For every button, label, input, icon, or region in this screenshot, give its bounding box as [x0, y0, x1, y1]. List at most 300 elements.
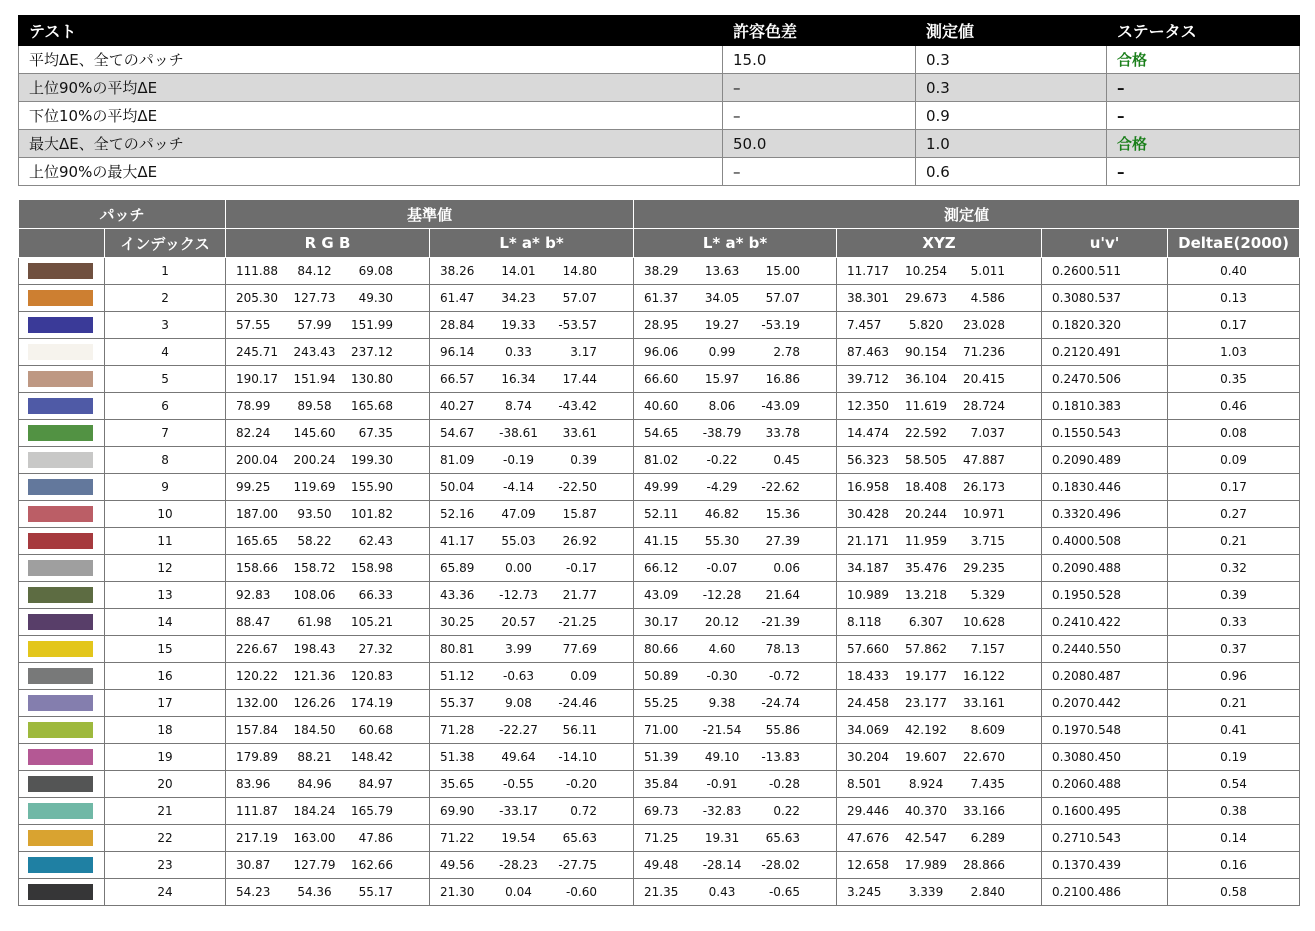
rgb-reference-value: 198.43 [293, 642, 336, 656]
lab-measured-value: 4.60 [708, 642, 736, 656]
lab-measured-value: -0.22 [706, 453, 738, 467]
lab-measured [634, 312, 837, 339]
patch-swatch-cell [19, 555, 105, 582]
xyz-measured-value: 58.505 [905, 453, 948, 467]
patch-row [19, 420, 1300, 447]
xyz-measured-values [837, 318, 1041, 332]
uv-measured [1042, 258, 1168, 285]
lab-reference-value: 0.33 [505, 345, 532, 359]
color-swatch [28, 803, 93, 819]
color-swatch [28, 344, 93, 360]
rgb-reference-value: 126.26 [293, 696, 336, 710]
xyz-measured-value: 90.154 [905, 345, 948, 359]
uv-measured-value: 0.182 [1052, 318, 1087, 332]
patch-swatch-cell [19, 258, 105, 285]
lab-measured-value: -28.02 [761, 858, 801, 872]
delta-e: 0.96 [1168, 663, 1300, 690]
xyz-measured-value: 30.204 [847, 750, 890, 764]
lab-reference-value: -24.46 [558, 696, 598, 710]
lab-measured-value: 81.02 [644, 453, 679, 467]
rgb-reference-value: 101.82 [351, 507, 394, 521]
xyz-measured-values [837, 561, 1041, 575]
patch-swatch-cell [19, 879, 105, 906]
lab-measured-value: -12.28 [702, 588, 742, 602]
uv-measured-values [1042, 291, 1167, 305]
xyz-measured-value: 30.428 [847, 507, 890, 521]
lab-measured [634, 285, 837, 312]
lab-measured-value: -0.30 [706, 669, 738, 683]
uv-measured [1042, 312, 1168, 339]
rgb-reference-value: 78.99 [236, 399, 271, 413]
lab-measured-values [634, 642, 836, 656]
xyz-measured-value: 18.408 [905, 480, 948, 494]
lab-measured [634, 420, 837, 447]
rgb-reference-value: 30.87 [236, 858, 271, 872]
lab-reference [430, 663, 634, 690]
rgb-reference-value: 237.12 [351, 345, 394, 359]
xyz-measured-value: 24.458 [847, 696, 890, 710]
uv-measured [1042, 420, 1168, 447]
lab-reference [430, 798, 634, 825]
xyz-measured [837, 393, 1042, 420]
patch-table [18, 199, 1300, 906]
rgb-reference-value: 132.00 [236, 696, 279, 710]
delta-e: 0.38 [1168, 798, 1300, 825]
delta-e: 0.17 [1168, 474, 1300, 501]
lab-measured-value: 40.60 [644, 399, 679, 413]
rgb-reference-values [226, 669, 429, 683]
patch-row [19, 474, 1300, 501]
lab-measured-value: 2.78 [773, 345, 801, 359]
lab-reference-value: 19.33 [501, 318, 536, 332]
lab-measured-value: 8.06 [708, 399, 736, 413]
lab-measured-value: -22.62 [761, 480, 801, 494]
xyz-measured-values [837, 831, 1041, 845]
summary-tolerance: – [723, 74, 916, 102]
lab-measured-value: 35.84 [644, 777, 679, 791]
lab-measured [634, 366, 837, 393]
rgb-reference-values [226, 534, 429, 548]
xyz-measured-value: 36.104 [905, 372, 948, 386]
lab-reference-values [430, 399, 633, 413]
uv-measured [1042, 609, 1168, 636]
color-swatch [28, 398, 93, 414]
lab-reference-value: -53.57 [558, 318, 598, 332]
lab-measured-value: 57.07 [765, 291, 801, 305]
lab-reference-value: 17.44 [562, 372, 598, 386]
summary-row [19, 130, 1300, 158]
lab-reference-value: 35.65 [440, 777, 475, 791]
uv-measured-value: 0.550 [1086, 642, 1122, 656]
lab-measured-value: 66.60 [644, 372, 679, 386]
uv-measured [1042, 771, 1168, 798]
patch-index: 4 [105, 339, 226, 366]
delta-e: 0.54 [1168, 771, 1300, 798]
lab-measured-value: 49.10 [704, 750, 740, 764]
rgb-reference-values [226, 696, 429, 710]
delta-e: 0.58 [1168, 879, 1300, 906]
rgb-reference-value: 57.99 [297, 318, 332, 332]
uv-measured-values [1042, 642, 1167, 656]
lab-reference [430, 825, 634, 852]
patch-index: 18 [105, 717, 226, 744]
uv-measured-value: 0.308 [1052, 750, 1087, 764]
uv-measured-value: 0.320 [1086, 318, 1122, 332]
uv-measured [1042, 366, 1168, 393]
lab-reference-values [430, 291, 633, 305]
summary-row [19, 102, 1300, 130]
xyz-measured-values [837, 399, 1041, 413]
lab-measured-values [634, 885, 836, 899]
color-swatch [28, 695, 93, 711]
rgb-reference-value: 148.42 [351, 750, 394, 764]
lab-measured-value: 71.00 [644, 723, 679, 737]
lab-measured [634, 609, 837, 636]
rgb-reference-value: 184.24 [293, 804, 336, 818]
xyz-measured-value: 11.717 [847, 264, 890, 278]
rgb-reference-value: 165.65 [236, 534, 279, 548]
color-swatch [28, 749, 93, 765]
patch-row [19, 609, 1300, 636]
rgb-reference-value: 120.83 [351, 669, 394, 683]
rgb-reference-value: 111.88 [236, 264, 279, 278]
uv-measured-values [1042, 318, 1167, 332]
delta-e: 0.27 [1168, 501, 1300, 528]
color-swatch [28, 560, 93, 576]
xyz-measured-value: 3.339 [908, 885, 944, 899]
rgb-reference-values [226, 858, 429, 872]
lab-measured-value: -43.09 [761, 399, 801, 413]
lab-measured-value: 28.95 [644, 318, 679, 332]
lab-measured-value: 80.66 [644, 642, 679, 656]
lab-reference-values [430, 723, 633, 737]
lab-measured-value: 9.38 [708, 696, 736, 710]
lab-reference-value: 8.74 [505, 399, 532, 413]
lab-reference [430, 852, 634, 879]
delta-e: 0.41 [1168, 717, 1300, 744]
patch-index: 10 [105, 501, 226, 528]
patch-row [19, 771, 1300, 798]
uv-measured-values [1042, 453, 1167, 467]
lab-measured-value: 49.48 [644, 858, 679, 872]
xyz-measured-value: 18.433 [847, 669, 890, 683]
lab-reference-value: -4.14 [502, 480, 535, 494]
lab-reference-value: 65.89 [440, 561, 475, 575]
lab-reference-value: -22.27 [499, 723, 538, 737]
patch-row [19, 690, 1300, 717]
lab-reference-values [430, 453, 633, 467]
patch-index: 3 [105, 312, 226, 339]
xyz-measured-value: 7.457 [847, 318, 882, 332]
rgb-reference-value: 157.84 [236, 723, 279, 737]
xyz-measured-value: 10.989 [847, 588, 890, 602]
uv-measured-values [1042, 777, 1167, 791]
color-swatch [28, 587, 93, 603]
xyz-measured-value: 33.161 [963, 696, 1006, 710]
lab-reference-value: 55.37 [440, 696, 475, 710]
group-header-reference: 基準値 [226, 200, 634, 229]
lab-reference-values [430, 777, 633, 791]
rgb-reference-values [226, 264, 429, 278]
summary-measured: 0.3 [916, 46, 1107, 74]
rgb-reference-value: 49.30 [358, 291, 394, 305]
lab-reference-value: -28.23 [499, 858, 538, 872]
uv-measured-value: 0.208 [1052, 669, 1087, 683]
lab-measured-value: 0.45 [773, 453, 801, 467]
patch-index: 21 [105, 798, 226, 825]
rgb-reference [226, 609, 430, 636]
rgb-reference [226, 663, 430, 690]
delta-e: 0.21 [1168, 528, 1300, 555]
xyz-measured-value: 10.971 [963, 507, 1006, 521]
color-swatch [28, 722, 93, 738]
patch-swatch-cell [19, 663, 105, 690]
xyz-measured-value: 23.177 [905, 696, 948, 710]
lab-measured-value: 15.36 [765, 507, 801, 521]
patch-swatch-cell [19, 420, 105, 447]
xyz-measured-value: 35.476 [905, 561, 948, 575]
lab-reference-value: -14.10 [558, 750, 598, 764]
lab-measured-value: 55.30 [704, 534, 740, 548]
rgb-reference-values [226, 777, 429, 791]
patch-row [19, 798, 1300, 825]
uv-measured-value: 0.207 [1052, 696, 1087, 710]
lab-measured-value: 15.97 [704, 372, 740, 386]
uv-measured-values [1042, 480, 1167, 494]
patch-row [19, 447, 1300, 474]
rgb-reference-value: 199.30 [351, 453, 394, 467]
uv-measured-value: 0.487 [1086, 669, 1122, 683]
lab-reference-values [430, 480, 633, 494]
rgb-reference-values [226, 615, 429, 629]
xyz-measured-value: 2.840 [970, 885, 1006, 899]
lab-measured-values [634, 426, 836, 440]
summary-measured: 0.6 [916, 158, 1107, 186]
lab-reference-value: 38.26 [440, 264, 475, 278]
uv-measured-value: 0.212 [1052, 345, 1087, 359]
rgb-reference-value: 89.58 [297, 399, 332, 413]
lab-measured-value: 55.25 [644, 696, 679, 710]
xyz-measured-values [837, 696, 1041, 710]
uv-measured-value: 0.260 [1052, 264, 1087, 278]
summary-row [19, 46, 1300, 74]
lab-reference-value: 51.12 [440, 669, 475, 683]
rgb-reference-value: 200.24 [293, 453, 336, 467]
uv-measured-value: 0.491 [1086, 345, 1122, 359]
rgb-reference [226, 798, 430, 825]
rgb-reference-value: 62.43 [358, 534, 394, 548]
lab-measured-value: -0.72 [768, 669, 801, 683]
xyz-measured-values [837, 750, 1041, 764]
xyz-measured-value: 4.586 [970, 291, 1006, 305]
xyz-measured-value: 21.171 [847, 534, 890, 548]
rgb-reference-values [226, 507, 429, 521]
lab-reference-value: -0.19 [502, 453, 535, 467]
patch-index: 1 [105, 258, 226, 285]
xyz-measured-values [837, 885, 1041, 899]
lab-reference-value: 0.09 [570, 669, 598, 683]
lab-measured-value: 34.05 [704, 291, 740, 305]
lab-measured-value: 30.17 [644, 615, 679, 629]
lab-measured-value: -0.65 [768, 885, 801, 899]
xyz-measured-values [837, 291, 1041, 305]
lab-measured-value: -0.07 [706, 561, 738, 575]
sub-header-rgb: R G B [226, 229, 430, 258]
uv-measured-value: 0.209 [1052, 453, 1087, 467]
rgb-reference-value: 165.79 [351, 804, 394, 818]
patch-swatch-cell [19, 285, 105, 312]
uv-measured-values [1042, 723, 1167, 737]
xyz-measured-value: 14.474 [847, 426, 890, 440]
rgb-reference-value: 88.21 [297, 750, 332, 764]
delta-e: 0.09 [1168, 447, 1300, 474]
uv-measured-value: 0.488 [1086, 777, 1122, 791]
rgb-reference-value: 187.00 [236, 507, 279, 521]
summary-status: – [1107, 158, 1300, 186]
rgb-reference-value: 151.94 [293, 372, 336, 386]
lab-reference-value: 0.00 [505, 561, 532, 575]
patch-row [19, 501, 1300, 528]
lab-measured-value: 52.11 [644, 507, 679, 521]
uv-measured-value: 0.537 [1086, 291, 1122, 305]
rgb-reference-value: 205.30 [236, 291, 279, 305]
uv-measured-values [1042, 561, 1167, 575]
xyz-measured-value: 3.715 [970, 534, 1006, 548]
rgb-reference-value: 190.17 [236, 372, 279, 386]
lab-measured-values [634, 318, 836, 332]
rgb-reference [226, 285, 430, 312]
lab-reference-values [430, 372, 633, 386]
lab-measured-values [634, 750, 836, 764]
xyz-measured [837, 744, 1042, 771]
uv-measured-values [1042, 696, 1167, 710]
xyz-measured-values [837, 480, 1041, 494]
uv-measured [1042, 636, 1168, 663]
xyz-measured [837, 447, 1042, 474]
lab-reference-values [430, 858, 633, 872]
patch-swatch-cell [19, 366, 105, 393]
lab-measured [634, 879, 837, 906]
xyz-measured-value: 57.660 [847, 642, 890, 656]
lab-reference-value: 0.72 [570, 804, 598, 818]
xyz-measured-value: 8.118 [847, 615, 882, 629]
rgb-reference-value: 83.96 [236, 777, 271, 791]
lab-measured-values [634, 372, 836, 386]
xyz-measured-value: 57.862 [905, 642, 948, 656]
patch-index: 15 [105, 636, 226, 663]
uv-measured-value: 0.446 [1086, 480, 1122, 494]
lab-reference [430, 582, 634, 609]
lab-reference-value: 41.17 [440, 534, 475, 548]
lab-reference-values [430, 426, 633, 440]
uv-measured-value: 0.195 [1052, 588, 1087, 602]
uv-measured-value: 0.383 [1086, 399, 1122, 413]
xyz-measured-value: 8.609 [970, 723, 1006, 737]
lab-measured [634, 447, 837, 474]
lab-measured-value: 13.63 [704, 264, 740, 278]
rgb-reference-value: 54.23 [236, 885, 271, 899]
uv-measured-values [1042, 507, 1167, 521]
uv-measured-value: 0.137 [1052, 858, 1087, 872]
patch-swatch-cell [19, 447, 105, 474]
xyz-measured [837, 690, 1042, 717]
lab-measured-value: 27.39 [765, 534, 801, 548]
xyz-measured-value: 10.254 [905, 264, 948, 278]
color-swatch [28, 857, 93, 873]
lab-reference [430, 636, 634, 663]
uv-measured-value: 0.496 [1086, 507, 1122, 521]
uv-measured-value: 0.528 [1086, 588, 1122, 602]
patch-row [19, 825, 1300, 852]
uv-measured-value: 0.548 [1086, 723, 1122, 737]
xyz-measured [837, 366, 1042, 393]
patch-swatch-cell [19, 609, 105, 636]
lab-measured-value: -21.54 [702, 723, 742, 737]
lab-reference [430, 312, 634, 339]
uv-measured-value: 0.209 [1052, 561, 1087, 575]
patch-swatch-cell [19, 798, 105, 825]
xyz-measured-value: 29.446 [847, 804, 890, 818]
xyz-measured-values [837, 642, 1041, 656]
rgb-reference [226, 636, 430, 663]
xyz-measured-values [837, 453, 1041, 467]
lab-measured-value: 54.65 [644, 426, 679, 440]
lab-measured [634, 258, 837, 285]
patch-row [19, 528, 1300, 555]
delta-e: 0.16 [1168, 852, 1300, 879]
summary-tolerance: – [723, 158, 916, 186]
lab-measured-value: 46.82 [704, 507, 740, 521]
rgb-reference-values [226, 588, 429, 602]
lab-reference-value: 19.54 [501, 831, 536, 845]
patch-sub-header-row [19, 229, 1300, 258]
summary-tolerance: 50.0 [723, 130, 916, 158]
lab-reference-values [430, 642, 633, 656]
xyz-measured-value: 29.673 [905, 291, 948, 305]
lab-reference [430, 474, 634, 501]
rgb-reference [226, 717, 430, 744]
rgb-reference-value: 69.08 [358, 264, 394, 278]
color-swatch [28, 371, 93, 387]
rgb-reference-value: 243.43 [293, 345, 336, 359]
patch-swatch-cell [19, 852, 105, 879]
uv-measured-value: 0.210 [1052, 885, 1087, 899]
uv-measured-value: 0.422 [1086, 615, 1122, 629]
uv-measured [1042, 825, 1168, 852]
lab-reference-values [430, 615, 633, 629]
patch-swatch-cell [19, 528, 105, 555]
patch-row [19, 312, 1300, 339]
rgb-reference-value: 217.19 [236, 831, 279, 845]
patch-index: 24 [105, 879, 226, 906]
lab-measured [634, 393, 837, 420]
lab-measured-values [634, 291, 836, 305]
lab-measured-value: -21.39 [761, 615, 801, 629]
lab-reference [430, 609, 634, 636]
uv-measured [1042, 879, 1168, 906]
xyz-measured-value: 39.712 [847, 372, 890, 386]
summary-tolerance: – [723, 102, 916, 130]
rgb-reference-value: 174.19 [351, 696, 394, 710]
lab-reference-value: 54.67 [440, 426, 475, 440]
lab-reference [430, 717, 634, 744]
lab-measured-value: 41.15 [644, 534, 679, 548]
xyz-measured-values [837, 372, 1041, 386]
delta-e: 0.21 [1168, 690, 1300, 717]
status-pass-badge: 合格 [1107, 130, 1300, 158]
patch-swatch-cell [19, 690, 105, 717]
lab-reference-value: -0.60 [565, 885, 598, 899]
